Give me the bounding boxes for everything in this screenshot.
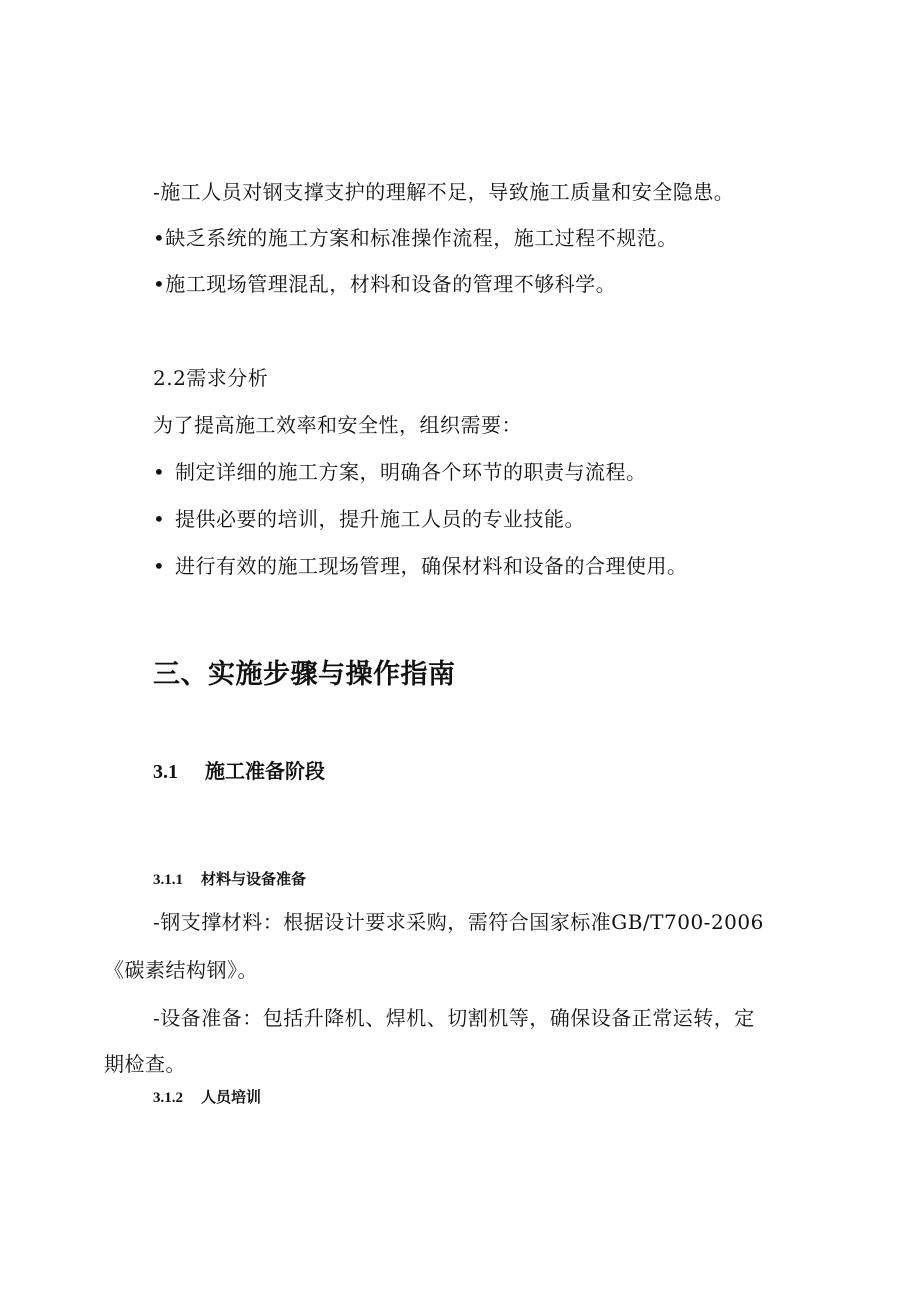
section-3-1-1-heading	[153, 868, 306, 891]
need-item-2	[153, 505, 585, 533]
need-item-text: 提供必要的培训，提升施工人员的专业技能。	[175, 507, 585, 531]
problem-item-3: •施工现场管理混乱，材料和设备的管理不够科学。	[153, 272, 617, 296]
section-number: 3.1	[153, 761, 178, 783]
material-paragraph-line-2: 《碳素结构钢》。	[104, 958, 258, 982]
bullet-marker: •	[153, 460, 166, 484]
section-title: 施工准备阶段	[205, 759, 325, 783]
bullet-marker: •	[153, 554, 166, 578]
section-3-1-heading	[153, 757, 325, 786]
material-paragraph-line-1: -钢支撑材料：根据设计要求采购，需符合国家标准GB/T700-2006	[153, 910, 764, 934]
section-title: 人员培训	[201, 1088, 262, 1106]
equipment-paragraph-line-1: -设备准备：包括升降机、焊机、切割机等，确保设备正常运转，定	[153, 1006, 755, 1030]
chapter-3-heading: 三、实施步骤与操作指南	[153, 659, 456, 690]
need-item-1	[153, 458, 647, 486]
problem-item-2: •缺乏系统的施工方案和标准操作流程，施工过程不规范。	[153, 226, 678, 250]
bullet-marker: •	[153, 507, 166, 531]
section-number: 3.1.2	[153, 1090, 183, 1106]
section-number: 3.1.1	[153, 872, 183, 888]
section-3-1-2-heading	[153, 1086, 261, 1109]
need-item-3	[153, 552, 688, 580]
need-item-text: 制定详细的施工方案，明确各个环节的职责与流程。	[175, 460, 647, 484]
problem-item-1: -施工人员对钢支撑支护的理解不足，导致施工质量和安全隐患。	[153, 180, 735, 204]
section-2-2-heading: 2.2需求分析	[153, 366, 269, 390]
need-item-text: 进行有效的施工现场管理，确保材料和设备的合理使用。	[175, 554, 688, 578]
section-title: 材料与设备准备	[201, 870, 307, 888]
equipment-paragraph-line-2: 期检查。	[104, 1052, 186, 1076]
section-2-2-intro: 为了提高施工效率和安全性，组织需要：	[153, 413, 522, 437]
